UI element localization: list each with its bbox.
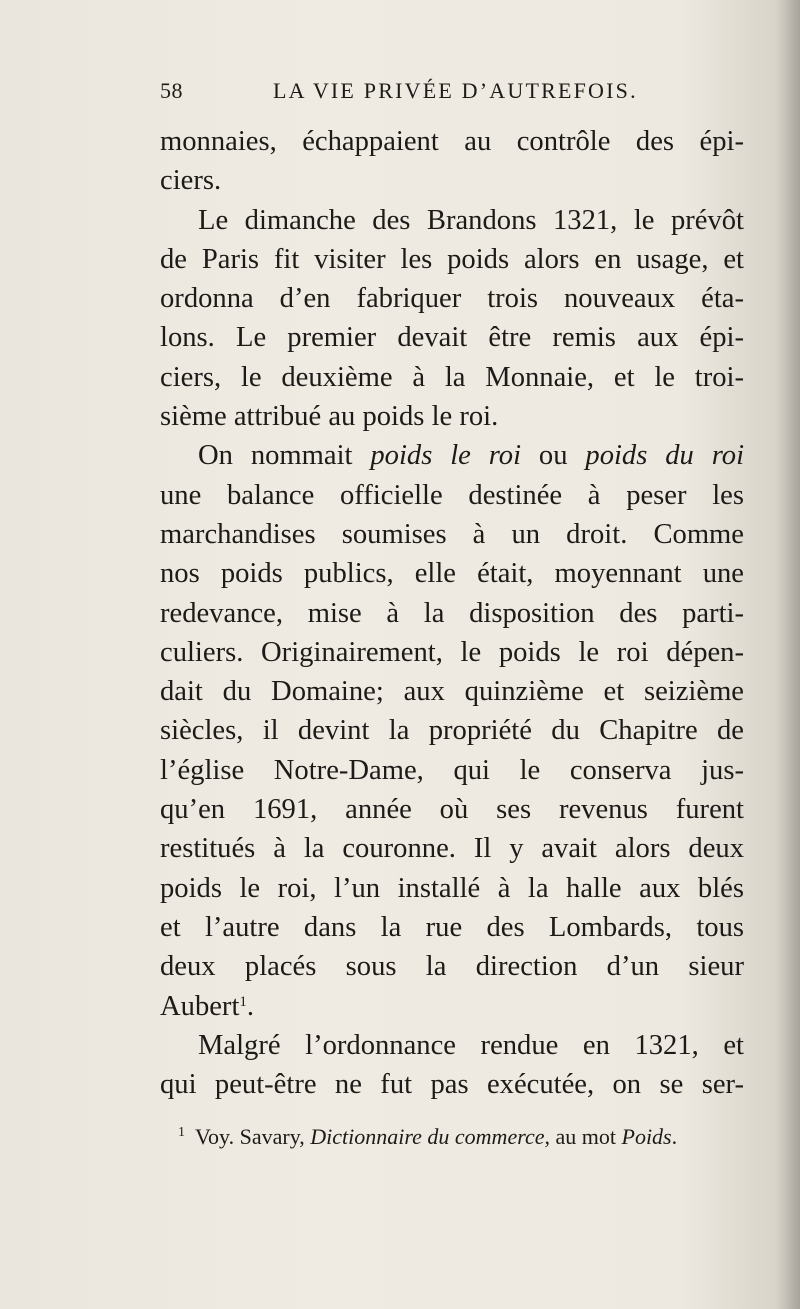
text-line: culiers. Originairement, le poids le roi dépen- bbox=[160, 636, 744, 668]
footnote-word: Poids bbox=[621, 1124, 672, 1149]
text-run: Aubert bbox=[160, 990, 240, 1022]
footnote-mark: 1 bbox=[178, 1125, 185, 1140]
text-line: lons. Le premier devait être remis aux épi- bbox=[160, 322, 744, 354]
footnote-reference: 1 bbox=[239, 993, 247, 1010]
footnote-text: , au mot bbox=[544, 1124, 622, 1149]
text-run: ou bbox=[521, 440, 586, 472]
text-line: monnaies, échappaient au contrôle des épi- bbox=[160, 126, 744, 157]
page-header bbox=[160, 78, 742, 108]
text-line: siècles, il devint la propriété du Chapitre de bbox=[160, 715, 744, 747]
text-line: dait du Domaine; aux quinzième et seizième bbox=[160, 676, 744, 708]
text-line: une balance officielle destinée à peser les bbox=[160, 479, 744, 511]
footnote-text: . bbox=[671, 1124, 678, 1149]
text-line bbox=[160, 987, 744, 1026]
text-line: restitués à la couronne. Il y avait alors deux bbox=[160, 833, 744, 865]
text-line: de Paris fit visiter les poids alors en usage, et bbox=[160, 243, 744, 275]
text-run: On nommait bbox=[198, 440, 371, 472]
text-line bbox=[160, 436, 744, 475]
text-line: ciers. bbox=[160, 165, 222, 197]
italic-term: poids le roi bbox=[370, 440, 522, 472]
text-line: qui peut-être ne fut pas exécutée, on se ser- bbox=[160, 1069, 744, 1101]
italic-term: poids du roi bbox=[585, 440, 745, 472]
text-line: ordonna d’en fabriquer trois nouveaux éta- bbox=[160, 283, 744, 315]
text-line: qu’en 1691, année où ses revenus furent bbox=[160, 794, 744, 826]
footnote-text: Voy. Savary, bbox=[195, 1124, 311, 1149]
text-line: nos poids publics, elle était, moyennant une bbox=[160, 558, 744, 590]
text-line: redevance, mise à la disposition des parti- bbox=[160, 597, 744, 629]
text-run: . bbox=[246, 990, 255, 1022]
text-line: et l’autre dans la rue des Lombards, tous bbox=[160, 911, 744, 943]
text-line: deux placés sous la direction d’un sieur bbox=[160, 951, 744, 983]
text-line: Le dimanche des Brandons 1321, le prévôt bbox=[198, 204, 744, 236]
text-line: Malgré l’ordonnance rendue en 1321, et bbox=[198, 1029, 744, 1061]
running-title: LA VIE PRIVÉE D’AUTREFOIS. bbox=[273, 78, 638, 103]
text-line: sième attribué au poids le roi. bbox=[160, 401, 499, 433]
text-line: marchandises soumises à un droit. Comme bbox=[160, 518, 744, 550]
body-text bbox=[160, 122, 744, 1104]
page-number: 58 bbox=[160, 78, 183, 103]
footnote-book-title: Dictionnaire du commerce bbox=[310, 1124, 545, 1149]
footnote bbox=[178, 1118, 748, 1152]
text-line: ciers, le deuxième à la Monnaie, et le troi- bbox=[160, 361, 744, 393]
text-line: poids le roi, l’un installé à la halle aux blés bbox=[160, 872, 744, 904]
text-line: l’église Notre-Dame, qui le conserva jus- bbox=[160, 754, 744, 786]
